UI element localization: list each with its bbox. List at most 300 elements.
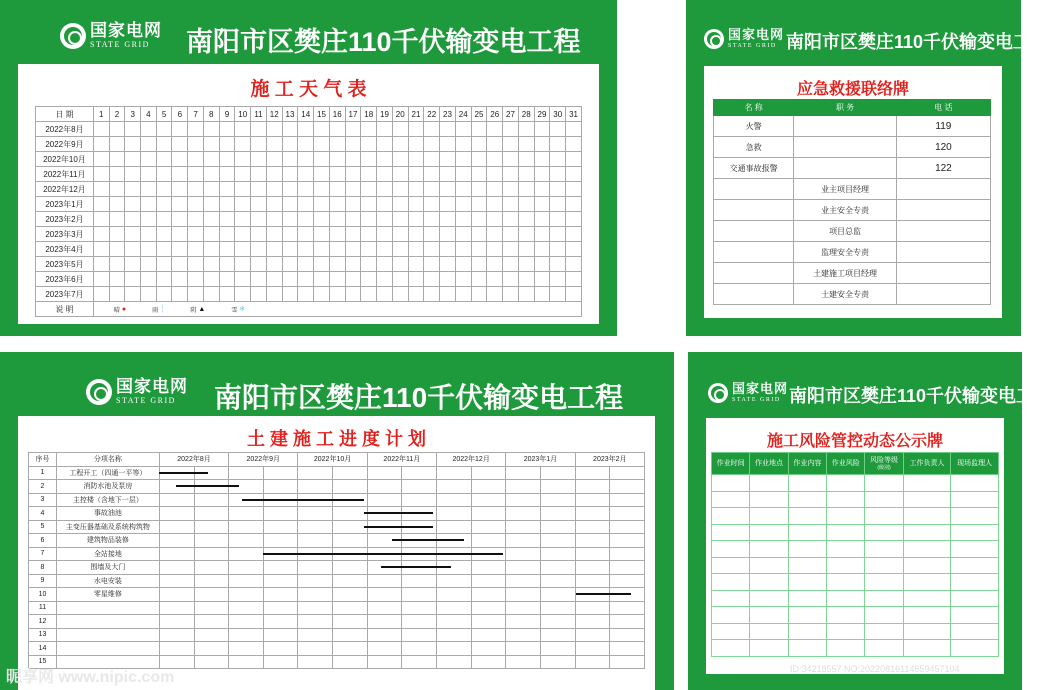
weather-cell[interactable] bbox=[518, 272, 534, 287]
weather-cell[interactable] bbox=[93, 182, 109, 197]
weather-cell[interactable] bbox=[314, 212, 330, 227]
risk-cell[interactable] bbox=[788, 623, 826, 640]
weather-cell[interactable] bbox=[266, 182, 282, 197]
weather-cell[interactable] bbox=[109, 257, 125, 272]
weather-cell[interactable] bbox=[329, 257, 345, 272]
risk-cell[interactable] bbox=[788, 508, 826, 525]
weather-cell[interactable] bbox=[408, 227, 424, 242]
risk-cell[interactable] bbox=[903, 574, 951, 591]
weather-cell[interactable] bbox=[251, 137, 267, 152]
weather-cell[interactable] bbox=[314, 182, 330, 197]
weather-cell[interactable] bbox=[251, 227, 267, 242]
weather-cell[interactable] bbox=[377, 182, 393, 197]
risk-cell[interactable] bbox=[951, 640, 999, 657]
risk-cell[interactable] bbox=[827, 574, 865, 591]
weather-cell[interactable] bbox=[125, 287, 141, 302]
weather-cell[interactable] bbox=[408, 167, 424, 182]
risk-cell[interactable] bbox=[865, 524, 903, 541]
weather-cell[interactable] bbox=[487, 227, 503, 242]
weather-cell[interactable] bbox=[219, 242, 235, 257]
weather-cell[interactable] bbox=[251, 197, 267, 212]
risk-cell[interactable] bbox=[827, 491, 865, 508]
weather-cell[interactable] bbox=[266, 242, 282, 257]
weather-cell[interactable] bbox=[377, 242, 393, 257]
weather-cell[interactable] bbox=[188, 137, 204, 152]
weather-cell[interactable] bbox=[345, 182, 361, 197]
weather-cell[interactable] bbox=[503, 182, 519, 197]
weather-cell[interactable] bbox=[125, 227, 141, 242]
weather-cell[interactable] bbox=[534, 122, 550, 137]
weather-cell[interactable] bbox=[141, 152, 157, 167]
risk-cell[interactable] bbox=[903, 475, 951, 492]
weather-cell[interactable] bbox=[455, 227, 471, 242]
weather-cell[interactable] bbox=[471, 137, 487, 152]
weather-cell[interactable] bbox=[392, 212, 408, 227]
weather-cell[interactable] bbox=[141, 197, 157, 212]
weather-cell[interactable] bbox=[203, 227, 219, 242]
weather-cell[interactable] bbox=[377, 287, 393, 302]
weather-cell[interactable] bbox=[188, 227, 204, 242]
weather-cell[interactable] bbox=[251, 287, 267, 302]
weather-cell[interactable] bbox=[125, 152, 141, 167]
weather-cell[interactable] bbox=[408, 212, 424, 227]
weather-cell[interactable] bbox=[471, 257, 487, 272]
weather-cell[interactable] bbox=[503, 227, 519, 242]
risk-cell[interactable] bbox=[951, 590, 999, 607]
risk-cell[interactable] bbox=[903, 541, 951, 558]
weather-cell[interactable] bbox=[377, 272, 393, 287]
risk-cell[interactable] bbox=[788, 557, 826, 574]
weather-cell[interactable] bbox=[219, 122, 235, 137]
weather-cell[interactable] bbox=[518, 167, 534, 182]
weather-cell[interactable] bbox=[550, 197, 566, 212]
weather-cell[interactable] bbox=[377, 212, 393, 227]
weather-cell[interactable] bbox=[203, 152, 219, 167]
weather-cell[interactable] bbox=[125, 257, 141, 272]
contact-phone[interactable] bbox=[896, 263, 990, 284]
weather-cell[interactable] bbox=[534, 272, 550, 287]
weather-cell[interactable] bbox=[235, 242, 251, 257]
weather-cell[interactable] bbox=[534, 227, 550, 242]
weather-cell[interactable] bbox=[566, 242, 582, 257]
weather-cell[interactable] bbox=[566, 227, 582, 242]
weather-cell[interactable] bbox=[203, 272, 219, 287]
weather-cell[interactable] bbox=[329, 137, 345, 152]
weather-cell[interactable] bbox=[172, 227, 188, 242]
weather-cell[interactable] bbox=[156, 257, 172, 272]
weather-cell[interactable] bbox=[282, 182, 298, 197]
weather-cell[interactable] bbox=[392, 197, 408, 212]
contact-phone[interactable] bbox=[896, 284, 990, 305]
weather-cell[interactable] bbox=[503, 137, 519, 152]
risk-cell[interactable] bbox=[712, 475, 750, 492]
weather-cell[interactable] bbox=[487, 182, 503, 197]
weather-cell[interactable] bbox=[471, 182, 487, 197]
risk-cell[interactable] bbox=[750, 541, 788, 558]
risk-cell[interactable] bbox=[712, 574, 750, 591]
weather-cell[interactable] bbox=[345, 167, 361, 182]
weather-cell[interactable] bbox=[408, 152, 424, 167]
weather-cell[interactable] bbox=[471, 167, 487, 182]
weather-cell[interactable] bbox=[282, 242, 298, 257]
risk-cell[interactable] bbox=[903, 590, 951, 607]
weather-cell[interactable] bbox=[518, 152, 534, 167]
weather-cell[interactable] bbox=[361, 227, 377, 242]
weather-cell[interactable] bbox=[109, 227, 125, 242]
weather-cell[interactable] bbox=[440, 167, 456, 182]
weather-cell[interactable] bbox=[550, 182, 566, 197]
weather-cell[interactable] bbox=[93, 167, 109, 182]
weather-cell[interactable] bbox=[440, 152, 456, 167]
weather-cell[interactable] bbox=[219, 167, 235, 182]
weather-cell[interactable] bbox=[487, 197, 503, 212]
weather-cell[interactable] bbox=[298, 227, 314, 242]
weather-cell[interactable] bbox=[93, 122, 109, 137]
weather-cell[interactable] bbox=[282, 152, 298, 167]
risk-cell[interactable] bbox=[750, 508, 788, 525]
weather-cell[interactable] bbox=[518, 197, 534, 212]
weather-cell[interactable] bbox=[440, 122, 456, 137]
risk-cell[interactable] bbox=[712, 508, 750, 525]
weather-cell[interactable] bbox=[424, 137, 440, 152]
weather-cell[interactable] bbox=[266, 212, 282, 227]
risk-cell[interactable] bbox=[903, 557, 951, 574]
risk-cell[interactable] bbox=[827, 607, 865, 624]
weather-cell[interactable] bbox=[188, 257, 204, 272]
weather-cell[interactable] bbox=[314, 257, 330, 272]
risk-cell[interactable] bbox=[903, 524, 951, 541]
risk-cell[interactable] bbox=[865, 491, 903, 508]
risk-cell[interactable] bbox=[827, 590, 865, 607]
weather-cell[interactable] bbox=[471, 242, 487, 257]
weather-cell[interactable] bbox=[487, 257, 503, 272]
weather-cell[interactable] bbox=[172, 212, 188, 227]
weather-cell[interactable] bbox=[156, 227, 172, 242]
weather-cell[interactable] bbox=[93, 152, 109, 167]
weather-cell[interactable] bbox=[550, 257, 566, 272]
weather-cell[interactable] bbox=[298, 257, 314, 272]
weather-cell[interactable] bbox=[172, 272, 188, 287]
weather-cell[interactable] bbox=[203, 167, 219, 182]
weather-cell[interactable] bbox=[345, 212, 361, 227]
weather-cell[interactable] bbox=[219, 272, 235, 287]
weather-cell[interactable] bbox=[172, 257, 188, 272]
weather-cell[interactable] bbox=[314, 122, 330, 137]
weather-cell[interactable] bbox=[345, 197, 361, 212]
weather-cell[interactable] bbox=[282, 212, 298, 227]
weather-cell[interactable] bbox=[109, 242, 125, 257]
weather-cell[interactable] bbox=[455, 242, 471, 257]
weather-cell[interactable] bbox=[203, 242, 219, 257]
risk-cell[interactable] bbox=[951, 491, 999, 508]
weather-cell[interactable] bbox=[345, 227, 361, 242]
weather-cell[interactable] bbox=[235, 182, 251, 197]
weather-cell[interactable] bbox=[550, 212, 566, 227]
weather-cell[interactable] bbox=[251, 152, 267, 167]
risk-cell[interactable] bbox=[712, 607, 750, 624]
weather-cell[interactable] bbox=[392, 257, 408, 272]
weather-cell[interactable] bbox=[282, 167, 298, 182]
weather-cell[interactable] bbox=[361, 257, 377, 272]
risk-cell[interactable] bbox=[712, 640, 750, 657]
weather-cell[interactable] bbox=[550, 227, 566, 242]
weather-cell[interactable] bbox=[109, 272, 125, 287]
weather-cell[interactable] bbox=[361, 272, 377, 287]
weather-cell[interactable] bbox=[298, 152, 314, 167]
weather-cell[interactable] bbox=[361, 212, 377, 227]
weather-cell[interactable] bbox=[329, 152, 345, 167]
weather-cell[interactable] bbox=[550, 152, 566, 167]
weather-cell[interactable] bbox=[314, 152, 330, 167]
weather-cell[interactable] bbox=[172, 197, 188, 212]
weather-cell[interactable] bbox=[172, 242, 188, 257]
weather-cell[interactable] bbox=[329, 227, 345, 242]
weather-cell[interactable] bbox=[141, 167, 157, 182]
risk-cell[interactable] bbox=[712, 557, 750, 574]
weather-cell[interactable] bbox=[471, 227, 487, 242]
contact-phone[interactable]: 119 bbox=[896, 116, 990, 137]
weather-cell[interactable] bbox=[534, 167, 550, 182]
weather-cell[interactable] bbox=[188, 182, 204, 197]
weather-cell[interactable] bbox=[141, 287, 157, 302]
risk-cell[interactable] bbox=[788, 524, 826, 541]
weather-cell[interactable] bbox=[203, 287, 219, 302]
weather-cell[interactable] bbox=[219, 182, 235, 197]
weather-cell[interactable] bbox=[188, 122, 204, 137]
weather-cell[interactable] bbox=[518, 242, 534, 257]
risk-cell[interactable] bbox=[827, 623, 865, 640]
weather-cell[interactable] bbox=[392, 272, 408, 287]
weather-cell[interactable] bbox=[156, 182, 172, 197]
contact-phone[interactable] bbox=[896, 221, 990, 242]
risk-cell[interactable] bbox=[865, 574, 903, 591]
risk-cell[interactable] bbox=[788, 541, 826, 558]
weather-cell[interactable] bbox=[298, 167, 314, 182]
risk-cell[interactable] bbox=[865, 623, 903, 640]
weather-cell[interactable] bbox=[188, 212, 204, 227]
weather-cell[interactable] bbox=[455, 137, 471, 152]
weather-cell[interactable] bbox=[188, 167, 204, 182]
weather-cell[interactable] bbox=[141, 212, 157, 227]
risk-cell[interactable] bbox=[788, 491, 826, 508]
weather-cell[interactable] bbox=[345, 272, 361, 287]
risk-cell[interactable] bbox=[903, 491, 951, 508]
weather-cell[interactable] bbox=[188, 197, 204, 212]
weather-cell[interactable] bbox=[93, 242, 109, 257]
risk-cell[interactable] bbox=[712, 491, 750, 508]
weather-cell[interactable] bbox=[361, 287, 377, 302]
weather-cell[interactable] bbox=[455, 257, 471, 272]
weather-cell[interactable] bbox=[534, 182, 550, 197]
weather-cell[interactable] bbox=[518, 182, 534, 197]
weather-cell[interactable] bbox=[550, 167, 566, 182]
weather-cell[interactable] bbox=[141, 137, 157, 152]
risk-cell[interactable] bbox=[951, 508, 999, 525]
weather-cell[interactable] bbox=[408, 242, 424, 257]
weather-cell[interactable] bbox=[172, 182, 188, 197]
weather-cell[interactable] bbox=[408, 122, 424, 137]
weather-cell[interactable] bbox=[377, 227, 393, 242]
weather-cell[interactable] bbox=[314, 137, 330, 152]
weather-cell[interactable] bbox=[235, 257, 251, 272]
weather-cell[interactable] bbox=[345, 242, 361, 257]
risk-cell[interactable] bbox=[827, 524, 865, 541]
weather-cell[interactable] bbox=[156, 122, 172, 137]
weather-cell[interactable] bbox=[235, 152, 251, 167]
weather-cell[interactable] bbox=[424, 287, 440, 302]
weather-cell[interactable] bbox=[282, 137, 298, 152]
weather-cell[interactable] bbox=[172, 152, 188, 167]
weather-cell[interactable] bbox=[518, 257, 534, 272]
weather-cell[interactable] bbox=[109, 152, 125, 167]
weather-cell[interactable] bbox=[377, 197, 393, 212]
risk-cell[interactable] bbox=[750, 557, 788, 574]
weather-cell[interactable] bbox=[455, 197, 471, 212]
risk-cell[interactable] bbox=[750, 590, 788, 607]
weather-cell[interactable] bbox=[503, 212, 519, 227]
weather-cell[interactable] bbox=[188, 152, 204, 167]
weather-cell[interactable] bbox=[314, 242, 330, 257]
weather-cell[interactable] bbox=[518, 227, 534, 242]
weather-cell[interactable] bbox=[172, 287, 188, 302]
weather-cell[interactable] bbox=[203, 212, 219, 227]
risk-cell[interactable] bbox=[951, 623, 999, 640]
weather-cell[interactable] bbox=[440, 212, 456, 227]
weather-cell[interactable] bbox=[361, 167, 377, 182]
risk-cell[interactable] bbox=[951, 557, 999, 574]
weather-cell[interactable] bbox=[329, 197, 345, 212]
risk-cell[interactable] bbox=[903, 508, 951, 525]
weather-cell[interactable] bbox=[487, 152, 503, 167]
weather-cell[interactable] bbox=[440, 287, 456, 302]
risk-cell[interactable] bbox=[951, 475, 999, 492]
weather-cell[interactable] bbox=[377, 122, 393, 137]
weather-cell[interactable] bbox=[566, 272, 582, 287]
contact-phone[interactable] bbox=[896, 200, 990, 221]
weather-cell[interactable] bbox=[471, 287, 487, 302]
weather-cell[interactable] bbox=[251, 182, 267, 197]
risk-cell[interactable] bbox=[750, 491, 788, 508]
weather-cell[interactable] bbox=[392, 287, 408, 302]
risk-cell[interactable] bbox=[865, 607, 903, 624]
weather-cell[interactable] bbox=[235, 212, 251, 227]
weather-cell[interactable] bbox=[345, 287, 361, 302]
weather-cell[interactable] bbox=[518, 122, 534, 137]
weather-cell[interactable] bbox=[251, 122, 267, 137]
risk-cell[interactable] bbox=[788, 640, 826, 657]
weather-cell[interactable] bbox=[424, 212, 440, 227]
weather-cell[interactable] bbox=[408, 197, 424, 212]
weather-cell[interactable] bbox=[377, 257, 393, 272]
weather-cell[interactable] bbox=[361, 152, 377, 167]
weather-cell[interactable] bbox=[471, 212, 487, 227]
risk-cell[interactable] bbox=[903, 640, 951, 657]
weather-cell[interactable] bbox=[566, 122, 582, 137]
weather-cell[interactable] bbox=[93, 287, 109, 302]
weather-cell[interactable] bbox=[109, 137, 125, 152]
weather-cell[interactable] bbox=[251, 257, 267, 272]
risk-cell[interactable] bbox=[788, 574, 826, 591]
weather-cell[interactable] bbox=[109, 197, 125, 212]
weather-cell[interactable] bbox=[172, 137, 188, 152]
weather-cell[interactable] bbox=[440, 197, 456, 212]
weather-cell[interactable] bbox=[282, 197, 298, 212]
weather-cell[interactable] bbox=[408, 182, 424, 197]
risk-cell[interactable] bbox=[827, 508, 865, 525]
weather-cell[interactable] bbox=[188, 242, 204, 257]
weather-cell[interactable] bbox=[566, 152, 582, 167]
weather-cell[interactable] bbox=[298, 182, 314, 197]
weather-cell[interactable] bbox=[424, 272, 440, 287]
weather-cell[interactable] bbox=[440, 272, 456, 287]
weather-cell[interactable] bbox=[550, 122, 566, 137]
weather-cell[interactable] bbox=[251, 242, 267, 257]
weather-cell[interactable] bbox=[377, 167, 393, 182]
weather-cell[interactable] bbox=[141, 257, 157, 272]
weather-cell[interactable] bbox=[93, 212, 109, 227]
weather-cell[interactable] bbox=[314, 227, 330, 242]
weather-cell[interactable] bbox=[471, 197, 487, 212]
risk-cell[interactable] bbox=[750, 607, 788, 624]
weather-cell[interactable] bbox=[235, 167, 251, 182]
weather-cell[interactable] bbox=[156, 242, 172, 257]
weather-cell[interactable] bbox=[314, 197, 330, 212]
weather-cell[interactable] bbox=[188, 287, 204, 302]
weather-cell[interactable] bbox=[125, 212, 141, 227]
weather-cell[interactable] bbox=[550, 242, 566, 257]
weather-cell[interactable] bbox=[251, 212, 267, 227]
weather-cell[interactable] bbox=[518, 137, 534, 152]
weather-cell[interactable] bbox=[361, 122, 377, 137]
weather-cell[interactable] bbox=[203, 122, 219, 137]
weather-cell[interactable] bbox=[503, 257, 519, 272]
weather-cell[interactable] bbox=[282, 122, 298, 137]
weather-cell[interactable] bbox=[566, 197, 582, 212]
weather-cell[interactable] bbox=[156, 137, 172, 152]
weather-cell[interactable] bbox=[298, 242, 314, 257]
weather-cell[interactable] bbox=[550, 137, 566, 152]
risk-cell[interactable] bbox=[750, 623, 788, 640]
weather-cell[interactable] bbox=[392, 182, 408, 197]
weather-cell[interactable] bbox=[141, 122, 157, 137]
weather-cell[interactable] bbox=[125, 167, 141, 182]
weather-cell[interactable] bbox=[298, 197, 314, 212]
weather-cell[interactable] bbox=[329, 272, 345, 287]
weather-cell[interactable] bbox=[487, 167, 503, 182]
risk-cell[interactable] bbox=[865, 640, 903, 657]
weather-cell[interactable] bbox=[503, 122, 519, 137]
contact-phone[interactable] bbox=[896, 179, 990, 200]
weather-cell[interactable] bbox=[392, 167, 408, 182]
weather-cell[interactable] bbox=[298, 122, 314, 137]
weather-cell[interactable] bbox=[455, 122, 471, 137]
weather-cell[interactable] bbox=[487, 212, 503, 227]
risk-cell[interactable] bbox=[951, 574, 999, 591]
weather-cell[interactable] bbox=[361, 242, 377, 257]
weather-cell[interactable] bbox=[534, 152, 550, 167]
weather-cell[interactable] bbox=[408, 137, 424, 152]
risk-cell[interactable] bbox=[951, 541, 999, 558]
weather-cell[interactable] bbox=[203, 197, 219, 212]
weather-cell[interactable] bbox=[566, 257, 582, 272]
weather-cell[interactable] bbox=[282, 272, 298, 287]
weather-cell[interactable] bbox=[282, 287, 298, 302]
risk-cell[interactable] bbox=[827, 640, 865, 657]
weather-cell[interactable] bbox=[109, 122, 125, 137]
weather-cell[interactable] bbox=[503, 167, 519, 182]
weather-cell[interactable] bbox=[329, 122, 345, 137]
weather-cell[interactable] bbox=[392, 152, 408, 167]
